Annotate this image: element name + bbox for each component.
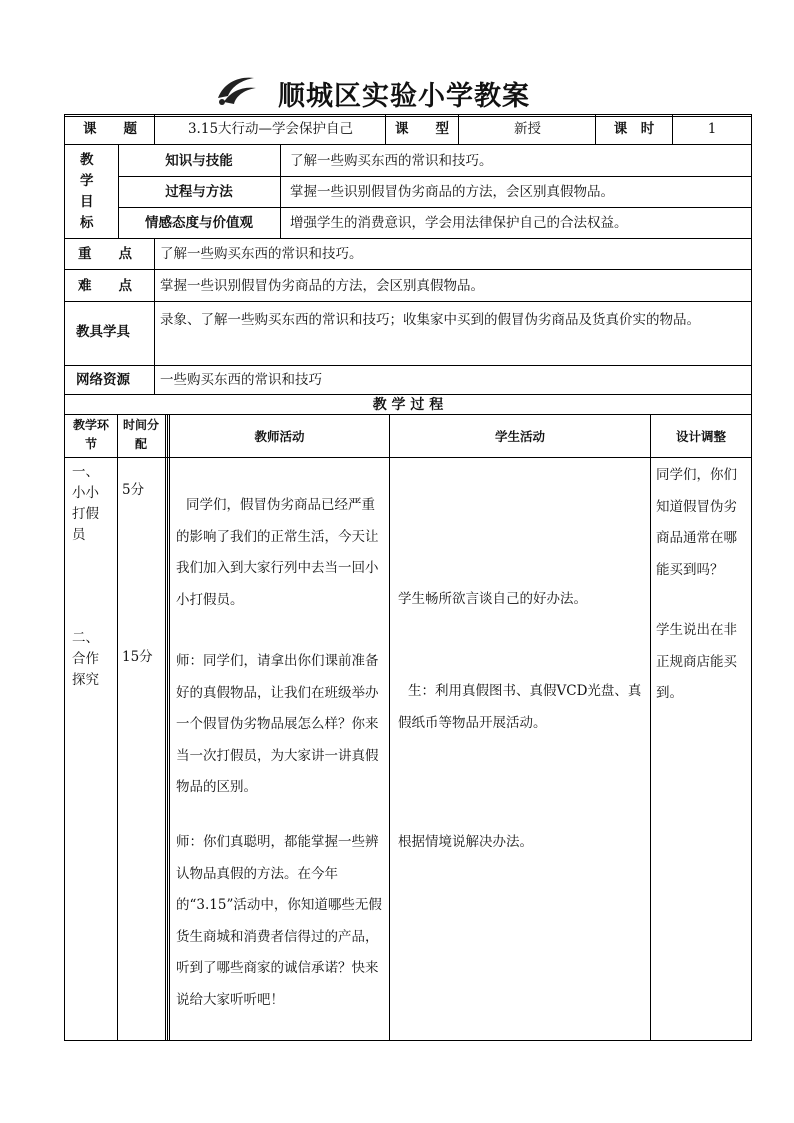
school-logo-icon [214,72,258,108]
stage-2-time: 15分 [122,649,153,665]
header-design: 设计调整 [675,429,726,444]
document-title: 顺城区实验小学教案 [278,81,530,112]
hours-value: 1 [707,121,717,137]
goal-process-text: 掌握一些识别假冒伪劣商品的方法，会区别真假物品。 [290,184,614,200]
materials-label: 教具学具 [76,324,130,340]
goal-attitude-name: 情感态度与价值观 [145,215,253,231]
student-activity-1: 学生畅所欲言谈自己的好办法。 [398,591,587,607]
header-time: 时间分配 [122,418,159,451]
type-label: 课 型 [395,121,449,137]
process-title: 教 学 过 程 [372,397,444,413]
teacher-activity-3: 师：你们真聪明，都能掌握一些辨认物品真假的方法。在今年的“3.15”活动中，你知道哪些无假货生商城和消费者信得过的产品，听到了哪些商家的诚信承诺？快来说给大家听听吧！ [176,834,382,1008]
student-activity-2: 生：利用真假图书、真假VCD光盘、真假纸币等物品开展活动。 [398,683,642,731]
topic-value: 3.15大行动—学会保护自己 [187,121,354,137]
teacher-activity-2: 师：同学们，请拿出你们课前准备好的真假物品，让我们在班级举办一个假冒伪劣物品展怎么样？你来当一次打假员，为大家讲一讲真假物品的区别。 [176,653,379,795]
stage-1-time: 5分 [122,482,145,498]
header-teacher: 教师活动 [254,429,305,444]
stage-1: 一、小小打假员 [72,464,99,543]
goals-label: 教学目标 [80,152,94,231]
design-note-2: 学生说出在非正规商店能买到。 [656,622,737,701]
design-note-1: 同学们，你们知道假冒伪劣商品通常在哪能买到吗？ [656,467,737,578]
key-point-text: 了解一些购买东西的常识和技巧。 [160,246,363,262]
goal-knowledge-text: 了解一些购买东西的常识和技巧。 [290,153,493,169]
teacher-activity-1: 同学们，假冒伪劣商品已经严重的影响了我们的正常生活，今天让我们加入到大家行列中去当一回小小打假员。 [176,497,379,608]
difficulty-text: 掌握一些识别假冒伪劣商品的方法，会区别真假物品。 [160,278,484,294]
network-label: 网络资源 [76,372,130,388]
header-student: 学生活动 [494,429,545,444]
goal-knowledge-name: 知识与技能 [165,153,233,169]
network-text: 一些购买东西的常识和技巧 [160,372,322,388]
materials-text: 录象、了解一些购买东西的常识和技巧；收集家中买到的假冒伪劣商品及货真价实的物品。 [160,312,700,328]
stage-2: 二、合作探究 [72,630,99,688]
goal-attitude-text: 增强学生的消费意识，学会用法律保护自己的合法权益。 [290,215,628,231]
type-value: 新授 [514,121,541,137]
key-point-label: 重 点 [78,246,132,262]
hours-label: 课 时 [613,121,655,137]
student-activity-3: 根据情境说解决办法。 [398,834,533,850]
difficulty-label: 难 点 [78,278,132,294]
topic-label: 课 题 [83,121,137,137]
goal-process-name: 过程与方法 [165,184,233,200]
document-header [0,68,794,114]
header-stage: 教学环节 [72,418,109,451]
